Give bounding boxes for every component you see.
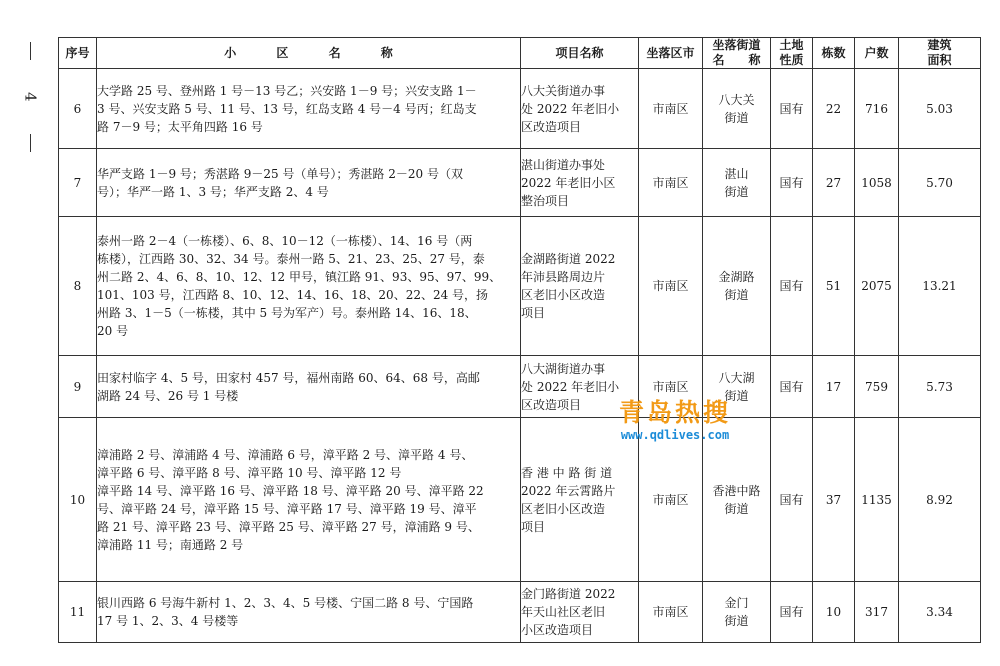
cell-district: 市南区 (639, 69, 703, 149)
project-line: 八大湖街道办事 (521, 361, 606, 376)
cell-district: 市南区 (639, 582, 703, 643)
cell-seq: 8 (59, 217, 97, 356)
cell-community (97, 69, 521, 149)
address-line: 州路 3、1－5（一栋楼，其中 5 号为军产）号。泰州路 14、16、18、 (97, 306, 477, 320)
cell-seq: 7 (59, 149, 97, 217)
address-line: 路 21 号、漳平路 23 号、漳平路 25 号、漳平路 27 号，漳浦路 9 号、 (97, 519, 480, 534)
cell-buildings: 51 (813, 217, 855, 356)
project-line: 区老旧小区改造 (521, 288, 606, 302)
header-street (703, 38, 771, 69)
cell-buildings: 37 (813, 418, 855, 582)
project-line: 年沛县路周边片 (521, 270, 606, 284)
page-number (18, 42, 42, 152)
header-buildings: 栋数 (813, 38, 855, 69)
page-number-dash-top (30, 42, 31, 60)
address-line: 银川西路 6 号海牛新村 1、2、3、4、5 号楼、宁国二路 8 号、宁国路 (97, 596, 474, 610)
cell-seq: 10 (59, 418, 97, 582)
cell-area: 5.03 (899, 69, 981, 149)
cell-district: 市南区 (639, 418, 703, 582)
cell-community (97, 217, 521, 356)
watermark-url: www.qdlives.com (620, 428, 730, 442)
header-district: 坐落区市 (639, 38, 703, 69)
address-line: 号、漳平路 24 号，漳平路 15 号、漳平路 17 号、漳平路 19 号、漳平 (97, 501, 477, 516)
table-row (59, 149, 981, 217)
address-line: 号）；华严一路 1、3 号；华严支路 2、4 号 (97, 184, 329, 199)
project-line: 区改造项目 (521, 119, 582, 134)
cell-buildings: 17 (813, 356, 855, 418)
page-number-value: 4 (21, 92, 40, 102)
street-line: 八大湖 (718, 370, 755, 385)
address-line: 漳平路 14 号、漳平路 16 号、漳平路 18 号、漳平路 20 号、漳平路 22 (97, 483, 484, 498)
street-line: 八大关 (718, 92, 755, 107)
cell-households: 759 (855, 356, 899, 418)
cell-households: 1058 (855, 149, 899, 217)
street-line: 街道 (724, 501, 749, 516)
cell-households: 716 (855, 69, 899, 149)
cell-district: 市南区 (639, 217, 703, 356)
cell-street (703, 149, 771, 217)
header-street-line2: 名 称 (712, 53, 761, 67)
cell-district: 市南区 (639, 149, 703, 217)
cell-households: 317 (855, 582, 899, 643)
table-row (59, 69, 981, 149)
cell-project (521, 217, 639, 356)
cell-street (703, 356, 771, 418)
project-line: 区改造项目 (521, 397, 582, 412)
street-line: 金湖路 (718, 270, 755, 284)
address-line: 101、103 号，江西路 8、10、12、14、16、18、20、22、24 号，扬 (97, 288, 489, 302)
table-row (59, 217, 981, 356)
address-line: 漳浦路 11 号；南通路 2 号 (97, 537, 244, 552)
cell-buildings: 27 (813, 149, 855, 217)
project-line: 项目 (521, 306, 546, 320)
street-line: 街道 (724, 388, 749, 403)
project-line: 小区改造项目 (521, 623, 594, 637)
cell-street (703, 582, 771, 643)
watermark-text: 青岛热搜 (618, 398, 731, 427)
cell-seq: 11 (59, 582, 97, 643)
address-line: 州二路 2、4、6、8、10、12、12 甲号，镇江路 91、93、95、97、99、 (97, 270, 502, 284)
header-land-line1: 土地 (779, 38, 804, 52)
cell-land: 国有 (771, 418, 813, 582)
street-line: 香港中路 (712, 483, 761, 498)
header-community-label: 小 区 名 称 (224, 45, 411, 60)
cell-community (97, 356, 521, 418)
cell-buildings: 22 (813, 69, 855, 149)
address-line: 3 号、兴安支路 5 号、11 号、13 号，红岛支路 4 号－4 号丙；红岛支 (97, 101, 477, 116)
project-line: 金湖路街道 2022 (521, 252, 616, 266)
project-line: 金门路街道 2022 (521, 587, 616, 601)
cell-street (703, 418, 771, 582)
page-number-dash-bottom (30, 134, 31, 152)
address-line: 栋楼），江西路 30、32、34 号。泰州一路 5、21、23、25、27 号，泰 (97, 252, 485, 266)
cell-street (703, 69, 771, 149)
cell-community (97, 149, 521, 217)
header-land-line2: 性质 (779, 53, 804, 67)
table-header-row (59, 38, 981, 69)
street-line: 金门 (724, 596, 749, 610)
project-line: 处 2022 年老旧小 (521, 101, 620, 116)
header-project: 项目名称 (521, 38, 639, 69)
address-line: 田家村临字 4、5 号，田家村 457 号，福州南路 60、64、68 号，高邮 (97, 370, 480, 385)
cell-community (97, 582, 521, 643)
cell-project (521, 582, 639, 643)
cell-land: 国有 (771, 582, 813, 643)
project-line: 湛山街道办事处 (521, 157, 606, 172)
address-line: 华严支路 1－9 号；秀湛路 9－25 号（单号）；秀湛路 2－20 号（双 (97, 166, 463, 181)
cell-district: 市南区 (639, 356, 703, 418)
header-street-line1: 坐落街道 (712, 38, 761, 52)
address-line: 大学路 25 号、登州路 1 号－13 号乙；兴安路 1－9 号；兴安支路 1－ (97, 83, 477, 98)
cell-project (521, 356, 639, 418)
cell-land: 国有 (771, 69, 813, 149)
cell-households: 2075 (855, 217, 899, 356)
address-line: 湖路 24 号、26 号 1 号楼 (97, 388, 239, 403)
project-line: 年天山社区老旧 (521, 605, 606, 619)
cell-households: 1135 (855, 418, 899, 582)
address-line: 20 号 (97, 324, 129, 338)
header-land (771, 38, 813, 69)
address-line: 泰州一路 2－4（一栋楼）、6、8、10－12（一栋楼）、14、16 号（两 (97, 234, 473, 248)
cell-land: 国有 (771, 149, 813, 217)
header-community (97, 38, 521, 69)
community-renovation-table (58, 37, 981, 643)
table-row (59, 418, 981, 582)
cell-area: 5.70 (899, 149, 981, 217)
header-area-line1: 建筑 (927, 38, 952, 52)
table-row (59, 582, 981, 643)
cell-project (521, 69, 639, 149)
project-line: 八大关街道办事 (521, 83, 606, 98)
address-line: 路 7－9 号；太平角四路 16 号 (97, 119, 263, 134)
project-line: 项目 (521, 519, 546, 534)
cell-project (521, 149, 639, 217)
street-line: 湛山 (724, 166, 749, 181)
address-line: 17 号 1、2、3、4 号楼等 (97, 614, 239, 628)
header-area-line2: 面积 (927, 53, 952, 67)
cell-area: 13.21 (899, 217, 981, 356)
cell-land: 国有 (771, 217, 813, 356)
header-households: 户数 (855, 38, 899, 69)
street-line: 街道 (724, 288, 749, 302)
cell-land: 国有 (771, 356, 813, 418)
cell-project (521, 418, 639, 582)
table-row (59, 356, 981, 418)
street-line: 街道 (724, 614, 749, 628)
project-line: 2022 年老旧小区 (521, 175, 616, 190)
project-line: 区老旧小区改造 (521, 501, 606, 516)
cell-area: 3.34 (899, 582, 981, 643)
cell-area: 5.73 (899, 356, 981, 418)
address-line: 漳平路 6 号、漳平路 8 号、漳平路 10 号、漳平路 12 号 (97, 465, 402, 480)
header-area (899, 38, 981, 69)
header-seq: 序号 (59, 38, 97, 69)
cell-seq: 9 (59, 356, 97, 418)
cell-community (97, 418, 521, 582)
project-line: 2022 年云霄路片 (521, 483, 616, 498)
street-line: 街道 (724, 184, 749, 199)
cell-seq: 6 (59, 69, 97, 149)
project-line: 整治项目 (521, 193, 570, 208)
project-line: 香 港 中 路 街 道 (521, 465, 613, 480)
cell-street (703, 217, 771, 356)
cell-area: 8.92 (899, 418, 981, 582)
address-line: 漳浦路 2 号、漳浦路 4 号、漳浦路 6 号，漳平路 2 号、漳平路 4 号、 (97, 447, 474, 462)
cell-buildings: 10 (813, 582, 855, 643)
street-line: 街道 (724, 110, 749, 125)
project-line: 处 2022 年老旧小 (521, 379, 620, 394)
